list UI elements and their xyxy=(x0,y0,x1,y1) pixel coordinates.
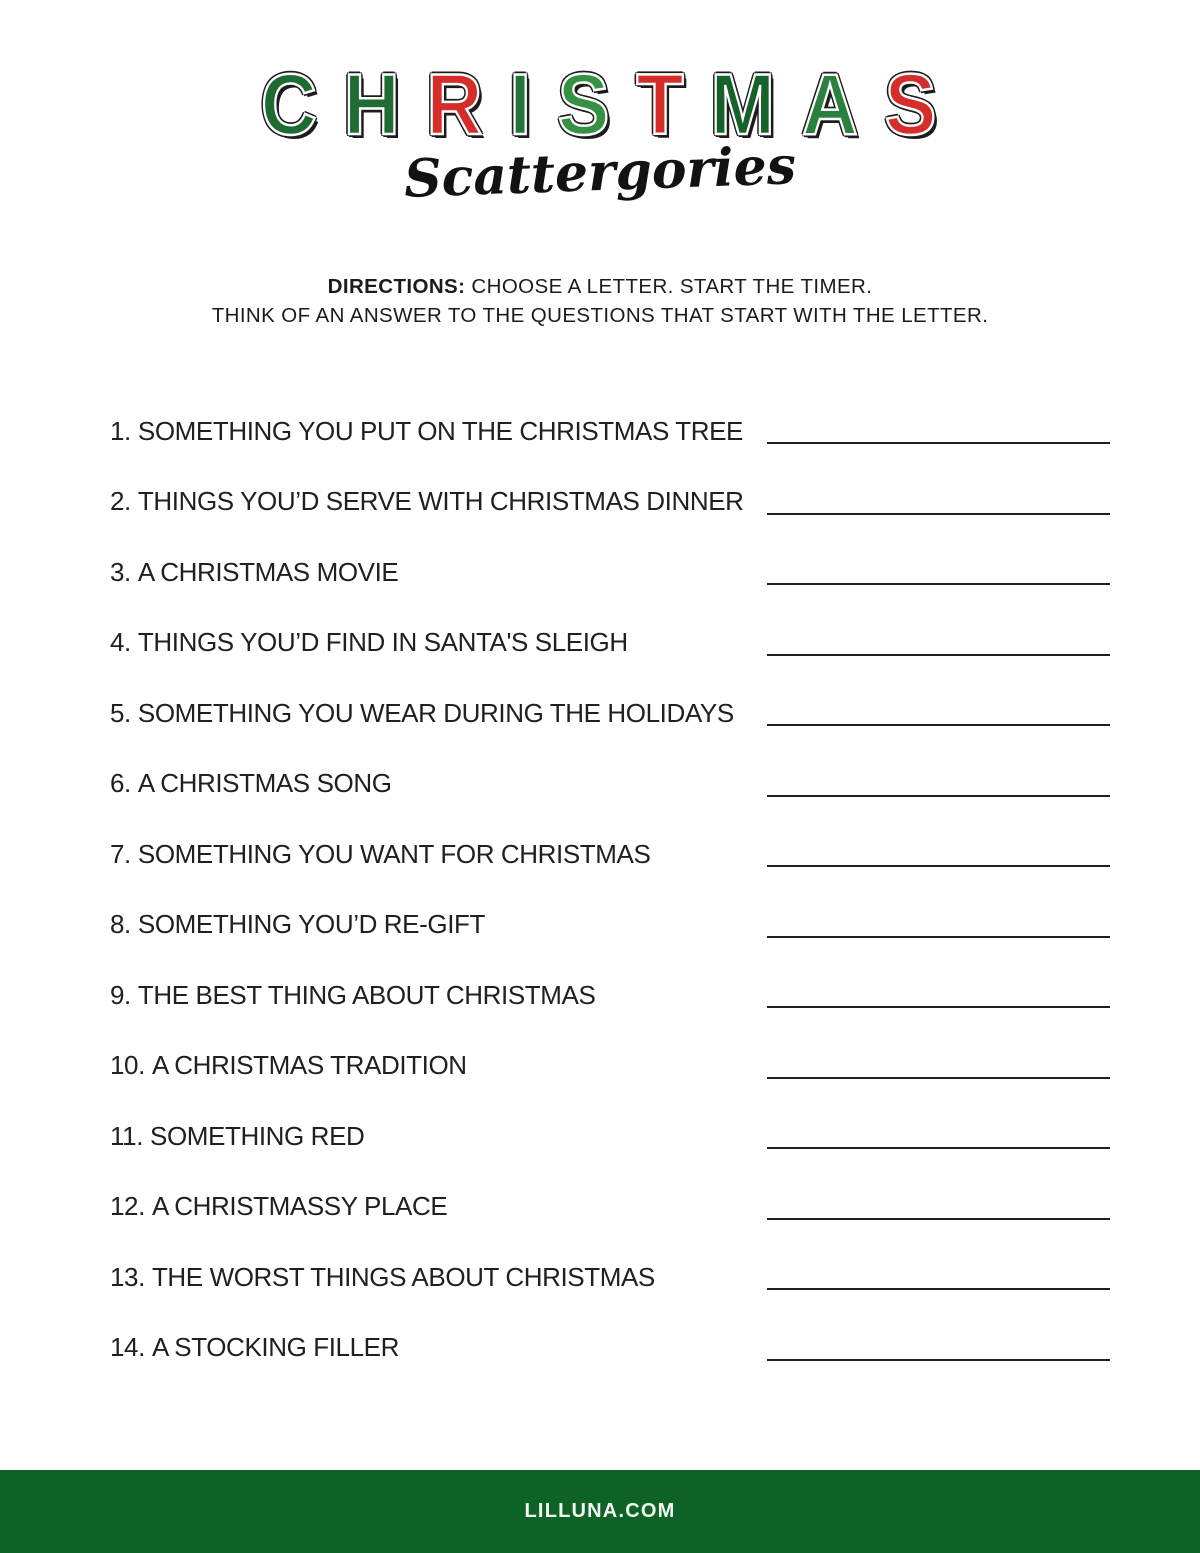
question-number: 1. xyxy=(110,415,131,446)
question-number: 3. xyxy=(110,556,131,587)
questions-list xyxy=(110,396,1110,1383)
list-item xyxy=(110,608,1110,679)
answer-line xyxy=(767,513,1110,515)
question-label xyxy=(110,768,392,799)
question-number: 8. xyxy=(110,909,131,940)
list-item xyxy=(110,467,1110,538)
question-text: SOMETHING YOU WEAR DURING THE HOLIDAYS xyxy=(137,697,734,728)
question-label xyxy=(110,980,595,1011)
question-number: 5. xyxy=(110,697,131,728)
list-item xyxy=(110,890,1110,961)
list-item xyxy=(110,1242,1110,1313)
question-text: THE WORST THINGS ABOUT CHRISTMAS xyxy=(151,1261,655,1292)
question-label xyxy=(110,1332,399,1363)
answer-line xyxy=(767,1288,1110,1290)
directions-line1-text: CHOOSE A LETTER. START THE TIMER. xyxy=(465,275,873,298)
answer-line xyxy=(767,583,1110,585)
question-number: 9. xyxy=(110,979,131,1010)
list-item xyxy=(110,1313,1110,1384)
title-letter: H xyxy=(343,57,403,153)
title-letter: C xyxy=(260,57,320,153)
directions-block xyxy=(0,272,1200,330)
question-text: A CHRISTMAS TRADITION xyxy=(151,1050,467,1081)
page-subtitle: Scattergories xyxy=(403,135,797,210)
answer-line xyxy=(767,654,1110,656)
question-label xyxy=(110,1262,655,1293)
list-item xyxy=(110,960,1110,1031)
question-text: SOMETHING YOU’D RE-GIFT xyxy=(137,909,485,940)
question-text: SOMETHING RED xyxy=(150,1120,365,1151)
question-label xyxy=(110,1191,447,1222)
list-item xyxy=(110,819,1110,890)
directions-line1 xyxy=(0,272,1200,301)
answer-line xyxy=(767,865,1110,867)
answer-line xyxy=(767,724,1110,726)
question-text: THE BEST THING ABOUT CHRISTMAS xyxy=(137,979,596,1010)
question-number: 4. xyxy=(110,627,131,658)
question-number: 13. xyxy=(110,1261,145,1292)
list-item xyxy=(110,1031,1110,1102)
answer-line xyxy=(767,1359,1110,1361)
footer-site-label: LILLUNA.COM xyxy=(524,1500,676,1522)
question-number: 6. xyxy=(110,768,131,799)
question-number: 12. xyxy=(110,1191,145,1222)
title-letter: R xyxy=(426,57,486,153)
question-label xyxy=(110,909,485,940)
question-text: A STOCKING FILLER xyxy=(151,1332,399,1363)
question-label xyxy=(110,1121,364,1152)
title-letter: S xyxy=(884,57,940,153)
answer-line xyxy=(767,1006,1110,1008)
question-label xyxy=(110,1050,467,1081)
question-text: THINGS YOU’D FIND IN SANTA'S SLEIGH xyxy=(137,627,628,658)
question-text: SOMETHING YOU WANT FOR CHRISTMAS xyxy=(137,838,651,869)
question-text: A CHRISTMAS MOVIE xyxy=(137,556,399,587)
answer-line xyxy=(767,1147,1110,1149)
question-label xyxy=(110,557,398,588)
title-letter: M xyxy=(710,57,778,153)
question-text: A CHRISTMASSY PLACE xyxy=(151,1191,448,1222)
question-label xyxy=(110,698,734,729)
directions-line2: THINK OF AN ANSWER TO THE QUESTIONS THAT START WITH THE LETTER. xyxy=(211,304,989,327)
question-number: 14. xyxy=(110,1332,145,1363)
answer-line xyxy=(767,1077,1110,1079)
list-item xyxy=(110,537,1110,608)
question-number: 7. xyxy=(110,838,131,869)
list-item xyxy=(110,396,1110,467)
answer-line xyxy=(767,936,1110,938)
question-number: 10. xyxy=(110,1050,145,1081)
list-item xyxy=(110,678,1110,749)
title-letter: S xyxy=(557,57,613,153)
question-label xyxy=(110,486,744,517)
question-number: 2. xyxy=(110,486,131,517)
footer-bar xyxy=(0,1470,1200,1553)
list-item xyxy=(110,749,1110,820)
list-item xyxy=(110,1101,1110,1172)
question-label xyxy=(110,416,743,447)
title-letter: I xyxy=(509,57,534,153)
title-letter: T xyxy=(636,57,687,153)
answer-line xyxy=(767,795,1110,797)
question-text: SOMETHING YOU PUT ON THE CHRISTMAS TREE xyxy=(137,415,744,446)
question-text: THINGS YOU’D SERVE WITH CHRISTMAS DINNER xyxy=(137,486,744,517)
title-letter: A xyxy=(801,57,861,153)
question-label xyxy=(110,839,650,870)
directions-label: DIRECTIONS: xyxy=(327,275,466,298)
question-number: 11. xyxy=(110,1120,144,1151)
answer-line xyxy=(767,442,1110,444)
list-item xyxy=(110,1172,1110,1243)
answer-line xyxy=(767,1218,1110,1220)
question-text: A CHRISTMAS SONG xyxy=(137,768,392,799)
question-label xyxy=(110,627,628,658)
